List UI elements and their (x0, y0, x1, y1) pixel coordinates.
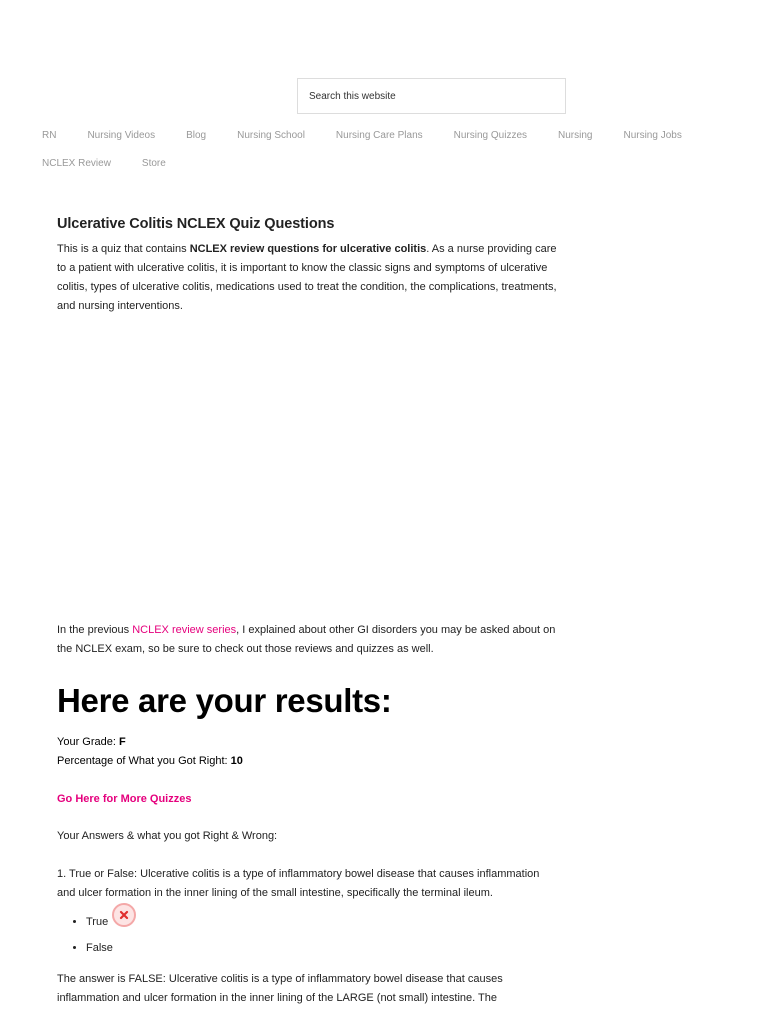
x-mark-icon (112, 903, 136, 927)
intro-text-end: . As a nurse providing care to a patient with ulcerative colitis, it is important to know the classic signs and symptoms of ulcerative colitis, types of ulcerative colitis, medications used to treat the condition, the complications, treatments, and nursing interventions. (57, 243, 557, 312)
previous-text-start: In the previous (57, 624, 133, 636)
article-content (57, 214, 557, 1008)
nav-item-nclex-review[interactable]: NCLEX Review (42, 158, 111, 169)
grade-label: Your Grade: (57, 736, 119, 748)
previous-series-paragraph (57, 621, 557, 659)
percentage-label: Percentage of What you Got Right: (57, 755, 231, 767)
nav-item-nursing-care-plans[interactable]: Nursing Care Plans (335, 130, 423, 141)
intro-text-start: This is a quiz that contains (57, 243, 190, 255)
nav-item-nursing-school[interactable]: Nursing School (237, 130, 305, 141)
more-quizzes-link[interactable]: Go Here for More Quizzes (57, 793, 192, 805)
search-input[interactable] (298, 79, 565, 113)
question-1-text: 1. True or False: Ulcerative colitis is a type of inflammatory bowel disease that causes inflammation and ulcer formation in the inner lining of the small intestine, specifically the terminal ileum. (57, 868, 540, 899)
grade-line (57, 733, 557, 752)
percentage-line (57, 752, 557, 771)
nav-item-nursing-jobs[interactable]: Nursing Jobs (623, 130, 682, 141)
percentage-value: 10 (230, 755, 243, 767)
nav-item-store[interactable]: Store (141, 158, 166, 169)
nav-item-blog[interactable]: Blog (186, 130, 207, 141)
question-1-explanation: The answer is FALSE: Ulcerative colitis is a type of inflammatory bowel disease that causes inflammation and ulcer formation in the inner lining of the LARGE (not small) intestine. The (57, 973, 503, 1004)
option-false-label: False (86, 942, 113, 954)
option-true-label: True (86, 916, 109, 928)
nav-item-rn[interactable]: RN (42, 130, 57, 141)
nav-item-nursing-videos[interactable]: Nursing Videos (87, 130, 156, 141)
grade-value: F (118, 736, 126, 748)
intro-text-bold: NCLEX review questions for ulcerative colitis (189, 243, 427, 255)
nav-item-nursing[interactable]: Nursing (558, 130, 593, 141)
nclex-review-series-link[interactable]: NCLEX review series (132, 624, 237, 636)
nav-item-nursing-quizzes[interactable]: Nursing Quizzes (453, 130, 527, 141)
nav-row-primary (42, 130, 713, 141)
intro-paragraph (57, 240, 557, 316)
option-false (86, 939, 557, 958)
x-mark-icon-glyph (119, 910, 129, 920)
previous-text-end: , I explained about other GI disorders you may be asked about on the NCLEX exam, so be sure to check out those reviews and quizzes as well. (57, 624, 556, 655)
page-title: Ulcerative Colitis NCLEX Quiz Questions (57, 216, 335, 232)
option-true (86, 913, 557, 932)
ad-placeholder (57, 316, 557, 621)
answers-heading: Your Answers & what you got Right & Wrong: (57, 830, 278, 842)
results-heading: Here are your results: (57, 682, 392, 719)
nav-row-secondary (42, 158, 197, 169)
question-1-options (57, 913, 557, 958)
search-box[interactable] (297, 78, 566, 114)
